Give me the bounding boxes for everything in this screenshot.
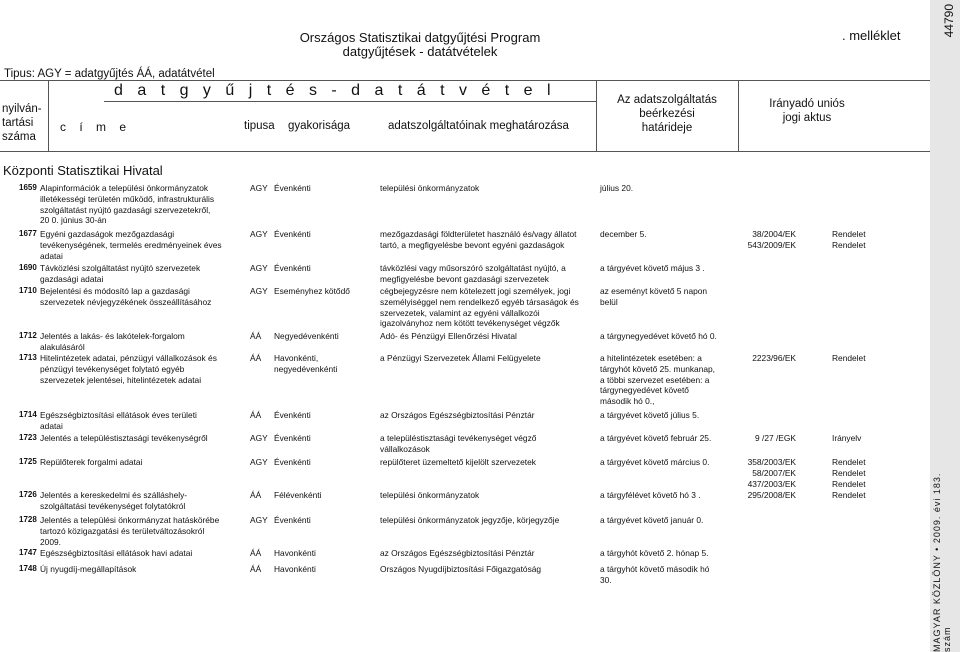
data-providers: az Országos Egészségbiztosítási Pénztár (380, 410, 535, 420)
submission-deadline: a hitelintézetek esetében: a tárgyhót követő 25. munkanap, a többi szervezet esetében: a tárgynegyedévet követő második hó 0., (600, 353, 715, 407)
subheader-rule (104, 101, 596, 102)
header-top-rule (0, 80, 930, 81)
survey-frequency: Negyedévenkénti (274, 331, 339, 341)
survey-title: Távközlési szolgáltatást nyújtó szervezetek gazdasági adatai (40, 263, 201, 284)
survey-type: AGY (250, 183, 268, 193)
publication-title: MAGYAR KÖZLÖNY • 2009. évi 183. szám (932, 472, 952, 652)
eu-act-type: Rendelet Rendelet Rendelet (832, 457, 866, 489)
submission-deadline: július 20. (600, 183, 634, 193)
eu-act-type: Rendelet (832, 490, 866, 500)
survey-frequency: Évenkénti (274, 433, 311, 443)
survey-title: Jelentés a lakás- és lakótelek-forgalom alakulásáról (40, 331, 185, 352)
title-line-2: datgyűjtések - datátvételek (342, 44, 498, 59)
registry-number: 1714 (19, 410, 37, 419)
type-legend: Tipus: AGY = adatgyűjtés ÁÁ, adatátvétel (4, 68, 215, 80)
registry-number: 1677 (19, 229, 37, 238)
registry-number: 1659 (19, 183, 37, 192)
col-title: c í m e (60, 120, 132, 134)
survey-type: ÁÁ (250, 353, 262, 363)
survey-frequency: Eseményhez kötődő (274, 286, 350, 296)
eu-act-type: Irányelv (832, 433, 862, 443)
survey-title: Egészségbiztosítási ellátások havi adatai (40, 548, 193, 558)
data-providers: távközlési vagy műsorszóró szolgáltatást nyújtó, a megfigyelésbe bevont gazdasági szervezetek (380, 263, 566, 284)
column-divider (738, 80, 739, 151)
survey-frequency: Évenkénti (274, 229, 311, 239)
page-number: 44790 (942, 4, 956, 38)
survey-title: Jelentés a települési önkormányzat hatáskörébe tartozó közigazgatási és területváltozásokról 2009. (40, 515, 220, 547)
survey-title: Repülőterek forgalmi adatai (40, 457, 143, 467)
column-divider (48, 80, 49, 151)
survey-frequency: Évenkénti (274, 263, 311, 273)
submission-deadline: a tárgyévet követő július 5. (600, 410, 700, 420)
survey-type: AGY (250, 229, 268, 239)
document-title (280, 31, 560, 59)
survey-type: AGY (250, 457, 268, 467)
registry-number: 1728 (19, 515, 37, 524)
survey-type: AGY (250, 263, 268, 273)
survey-type: ÁÁ (250, 331, 262, 341)
title-line-1: Országos Statisztikai datgyűjtési Program (299, 30, 541, 45)
data-providers: települési önkormányzatok (380, 490, 480, 500)
survey-title: Egészségbiztosítási ellátások éves területi adatai (40, 410, 197, 431)
submission-deadline: a tárgynegyedévet követő hó 0. (600, 331, 717, 341)
survey-frequency: Évenkénti (274, 410, 311, 420)
survey-type: ÁÁ (250, 410, 262, 420)
registry-number: 1710 (19, 286, 37, 295)
data-providers: mezőgazdasági földterületet használó és/vagy állatot tartó, a megfigyelésbe bevont egyéni gazdaságok (380, 229, 577, 250)
survey-frequency: Évenkénti (274, 457, 311, 467)
survey-frequency: Évenkénti (274, 515, 311, 525)
registry-number: 1748 (19, 564, 37, 573)
survey-frequency: Havonkénti (274, 548, 316, 558)
registry-number: 1712 (19, 331, 37, 340)
survey-title: Jelentés a kereskedelmi és szálláshely- szolgáltatási tevékenységet folytatókról (40, 490, 188, 511)
survey-title: Hitelintézetek adatai, pénzügyi vállalkozások és pénzügyi tevékenységet folytató egyéb szervezetek jelentései, hitelintézetek adatai (40, 353, 217, 385)
survey-type: ÁÁ (250, 564, 262, 574)
submission-deadline: a tárgyhót követő második hó 30. (600, 564, 710, 585)
submission-deadline: a tárgyévet követő március 0. (600, 457, 710, 467)
survey-title: Új nyugdíj-megállapítások (40, 564, 137, 574)
survey-type: AGY (250, 433, 268, 443)
eu-act-number: 358/2003/EK 58/2007/EK 437/2003/EK (747, 457, 796, 489)
survey-frequency: Havonkénti, negyedévenkénti (274, 353, 338, 374)
registry-number: 1713 (19, 353, 37, 362)
submission-deadline: a tárgyfélévet követő hó 3 . (600, 490, 701, 500)
eu-act-type: Rendelet Rendelet (832, 229, 866, 250)
survey-type: ÁÁ (250, 548, 262, 558)
col-eu-legal-act: Irányadó uniós jogi aktus (769, 98, 845, 124)
survey-frequency: Havonkénti (274, 564, 316, 574)
data-providers: az Országos Egészségbiztosítási Pénztár (380, 548, 535, 558)
eu-act-number: 9 /27 /EGK (755, 433, 796, 443)
annex-label: . melléklet (842, 28, 901, 43)
data-providers: a Pénzügyi Szervezetek Állami Felügyelete (380, 353, 541, 363)
survey-frequency: Évenkénti (274, 183, 311, 193)
data-providers: települési önkormányzatok (380, 183, 480, 193)
column-divider (596, 80, 597, 151)
header-bottom-rule (0, 151, 930, 152)
registry-number: 1726 (19, 490, 37, 499)
data-providers: a településtisztasági tevékenységet végző vállalkozások (380, 433, 537, 454)
submission-deadline: december 5. (600, 229, 647, 239)
col-frequency: gyakorisága (288, 120, 351, 132)
data-providers: cégbejegyzésre nem kötelezett jogi személyek, jogi személyiséggel nem rendelkező egyéb társaságok és szervezetek, valamint az egyéni vállalkozói igazolványhoz nem kötött tevékenységet végzők (380, 286, 579, 329)
survey-title: Egyéni gazdaságok mezőgazdasági tevékenységének, termelés eredményeinek éves adatai (40, 229, 222, 261)
eu-act-number: 2223/96/EK (752, 353, 796, 363)
submission-deadline: a tárgyévet követő január 0. (600, 515, 704, 525)
organization-heading: Központi Statisztikai Hivatal (3, 163, 163, 178)
data-providers: Adó- és Pénzügyi Ellenőrzési Hivatal (380, 331, 517, 341)
survey-title: Bejelentési és módosító lap a gazdasági szervezetek névjegyzékének összeállításához (40, 286, 212, 307)
submission-deadline: a tárgyhót követő 2. hónap 5. (600, 548, 709, 558)
survey-type: AGY (250, 286, 268, 296)
survey-type: AGY (250, 515, 268, 525)
submission-deadline: a tárgyévet követő február 25. (600, 433, 712, 443)
registry-number: 1690 (19, 263, 37, 272)
data-providers: települési önkormányzatok jegyzője, körjegyzője (380, 515, 560, 525)
eu-act-type: Rendelet (832, 353, 866, 363)
registry-number: 1747 (19, 548, 37, 557)
survey-title: Jelentés a településtisztasági tevékenységről (40, 433, 208, 443)
eu-act-number: 295/2008/EK (747, 490, 796, 500)
data-providers: repülőteret üzemeltető kijelölt szervezetek (380, 457, 536, 467)
data-providers: Országos Nyugdíjbiztosítási Főigazgatóság (380, 564, 542, 574)
col-providers: adatszolgáltatóinak meghatározása (388, 120, 569, 132)
submission-deadline: az eseményt követő 5 napon belül (600, 286, 708, 307)
col-registry-number: nyilván- tartási száma (2, 103, 42, 143)
registry-number: 1723 (19, 433, 37, 442)
survey-frequency: Félévenkénti (274, 490, 322, 500)
eu-act-number: 38/2004/EK 543/2009/EK (747, 229, 796, 250)
col-type: tipusa (244, 120, 275, 132)
submission-deadline: a tárgyévet követő május 3 . (600, 263, 705, 273)
registry-number: 1725 (19, 457, 37, 466)
survey-type: ÁÁ (250, 490, 262, 500)
survey-title: Alapinformációk a települési önkormányzatok illetékességi területén működő, infrastrukturális szolgáltatást nyújtó gazdasági szervezetekről, 20 0. június 30-án (40, 183, 215, 226)
col-survey-group-title: d a t g y ű j t é s - d a t á t v é t e l (114, 82, 556, 99)
col-deadline: Az adatszolgáltatás beérkezési határideje (617, 94, 717, 134)
